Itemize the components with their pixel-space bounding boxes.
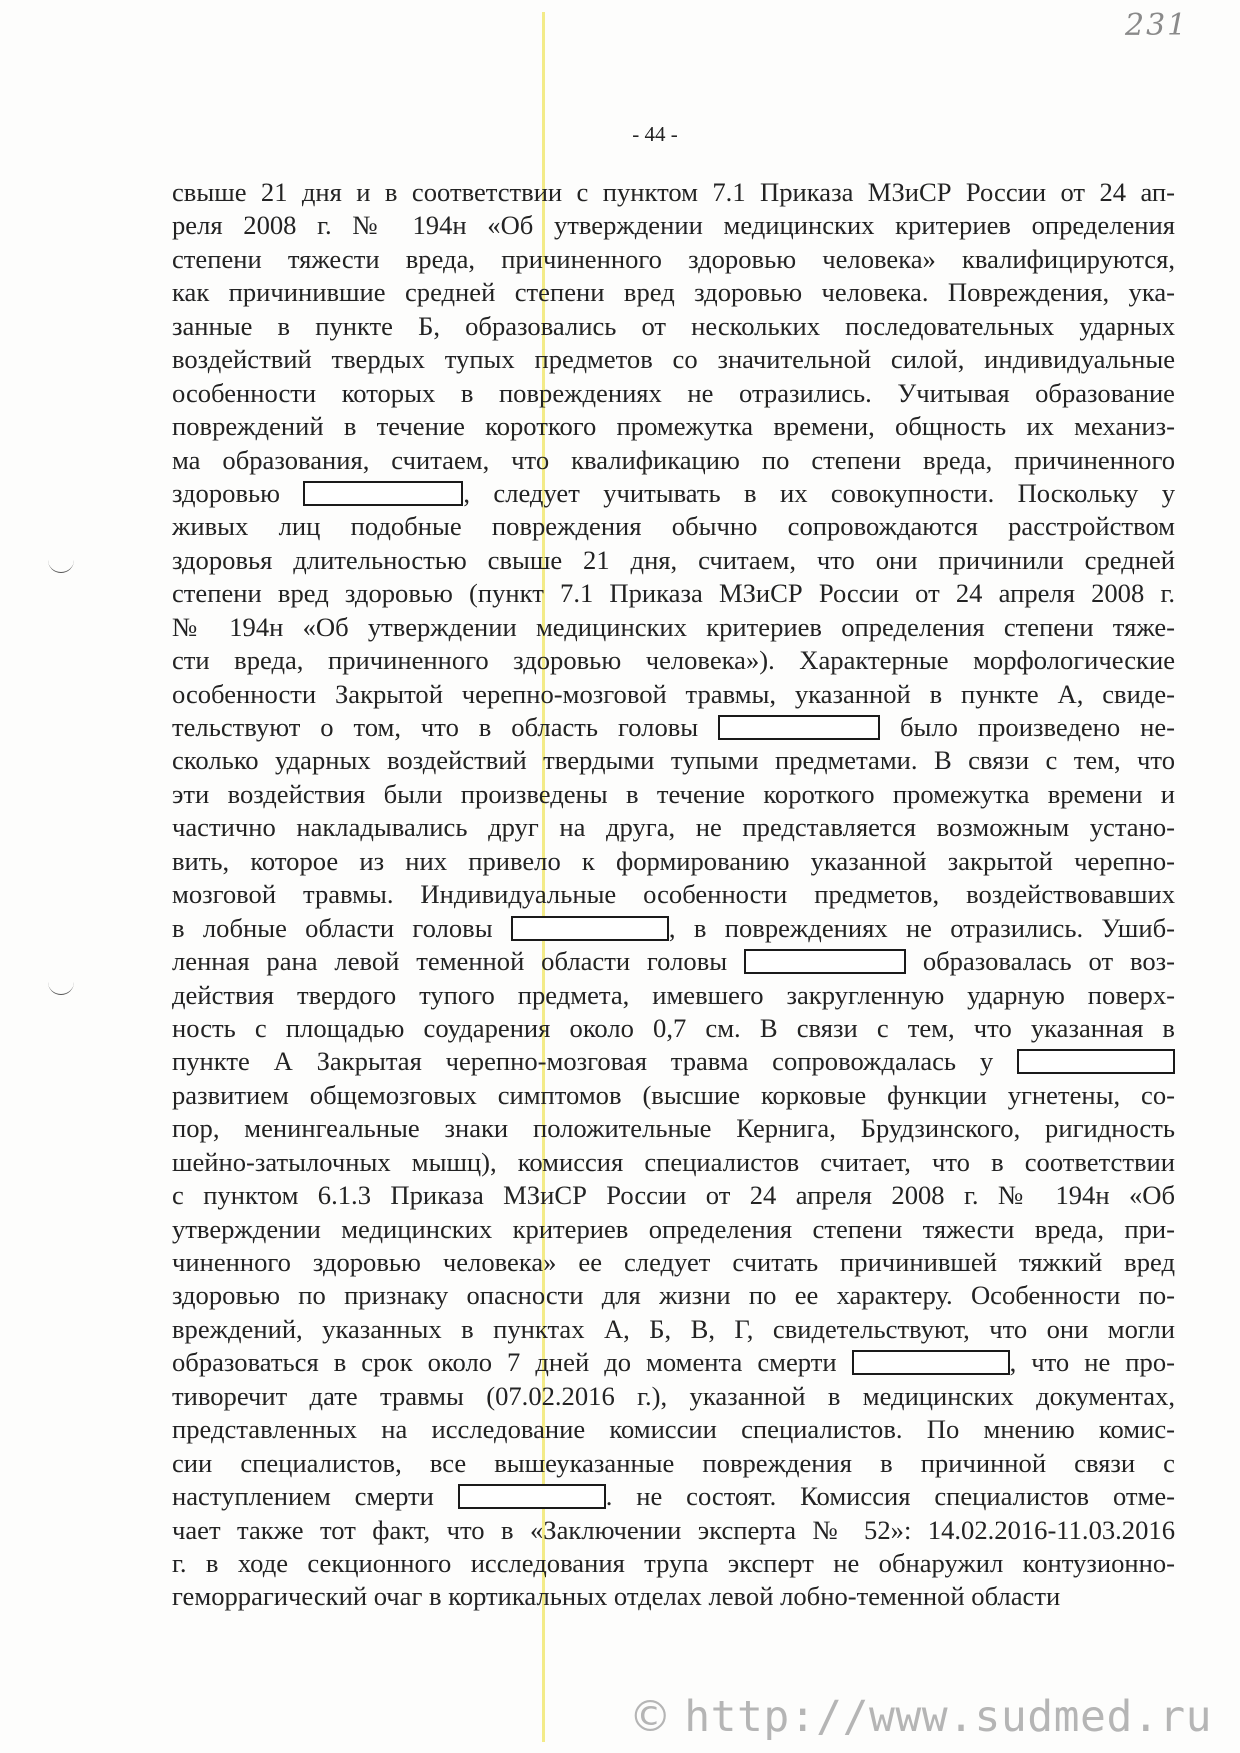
text-line bbox=[172, 1112, 1175, 1145]
text-line bbox=[172, 1045, 1175, 1078]
text-segment: мозговой травмы. Индивидуальные особенности предметов, воздействовавших bbox=[172, 879, 1175, 910]
text-segment: шейно-затылочных мышц), комиссия специалистов считает, что в соответствии bbox=[172, 1146, 1175, 1177]
text-segment: образовалась от воз- bbox=[905, 946, 1175, 977]
text-line bbox=[172, 778, 1175, 811]
text-line bbox=[172, 310, 1175, 343]
text-line bbox=[172, 577, 1175, 610]
text-line bbox=[172, 644, 1175, 677]
text-line bbox=[172, 544, 1175, 577]
text-line bbox=[172, 912, 1175, 945]
text-segment: ма образования, считаем, что квалификацию по степени вреда, причиненного bbox=[172, 444, 1175, 475]
binding-mark bbox=[48, 982, 74, 995]
text-line bbox=[172, 979, 1175, 1012]
text-line bbox=[172, 1447, 1175, 1480]
redacted-name-box bbox=[744, 949, 906, 974]
text-segment: ленная рана левой теменной области головы bbox=[172, 946, 744, 977]
text-segment: здоровью по признаку опасности для жизни по ее характеру. Особенности по- bbox=[172, 1280, 1175, 1311]
handwritten-page-number: 231 bbox=[1125, 8, 1189, 43]
watermark-url: http://www.sudmed.ru bbox=[684, 1692, 1212, 1742]
page-number: - 44 - bbox=[632, 122, 678, 146]
text-segment: особенности Закрытой черепно-мозговой травмы, указанной в пункте А, свиде- bbox=[172, 678, 1175, 709]
text-line bbox=[172, 945, 1175, 978]
text-line bbox=[172, 410, 1175, 443]
document-body bbox=[172, 176, 1175, 1614]
text-segment: реля 2008 г. № 194н «Об утверждении медицинских критериев определения bbox=[172, 210, 1175, 241]
text-segment: эти воздействия были произведены в течение короткого промежутка времени и bbox=[172, 778, 1175, 809]
text-line bbox=[172, 243, 1175, 276]
text-segment: здоровья длительностью свыше 21 дня, считаем, что они причинили средней bbox=[172, 544, 1175, 575]
redacted-name-box bbox=[458, 1484, 606, 1509]
copyright-sign: © bbox=[628, 1692, 673, 1742]
text-segment: пор, менингеальные знаки положительные Кернига, Брудзинского, ригидность bbox=[172, 1113, 1175, 1144]
text-segment: в лобные области головы bbox=[172, 912, 511, 943]
text-line bbox=[172, 744, 1175, 777]
text-line bbox=[172, 878, 1175, 911]
text-segment: частично накладывались друг на друга, не представляется возможным устано- bbox=[172, 812, 1175, 843]
text-segment: повреждений в течение короткого промежутка времени, общность их механиз- bbox=[172, 411, 1175, 442]
text-line bbox=[172, 209, 1175, 242]
text-line bbox=[172, 1313, 1175, 1346]
binding-mark bbox=[48, 560, 74, 573]
text-segment: степени тяжести вреда, причиненного здоровью человека» квалифицируются, bbox=[172, 243, 1175, 274]
text-segment: геморрагический очаг в кортикальных отделах левой лобно-теменной области bbox=[172, 1581, 1061, 1612]
text-line bbox=[172, 811, 1175, 844]
text-segment: ность с площадью соударения около 0,7 см. В связи с тем, что указанная в bbox=[172, 1012, 1175, 1043]
redacted-name-box bbox=[303, 481, 463, 506]
text-segment: с пунктом 6.1.3 Приказа МЗиСР России от 24 апреля 2008 г. № 194н «Об bbox=[172, 1180, 1175, 1211]
text-line bbox=[172, 1012, 1175, 1045]
text-segment: степени вред здоровью (пункт 7.1 Приказа МЗиСР России от 24 апреля 2008 г. bbox=[172, 578, 1175, 609]
text-segment: , что не про- bbox=[1009, 1347, 1175, 1378]
text-line bbox=[172, 1346, 1175, 1379]
text-line bbox=[172, 845, 1175, 878]
text-segment: сти вреда, причиненного здоровью человека»). Характерные морфологические bbox=[172, 645, 1175, 676]
text-line bbox=[172, 377, 1175, 410]
text-segment: г. в ходе секционного исследования трупа эксперт не обнаружил контузионно- bbox=[172, 1547, 1175, 1578]
text-segment: особенности которых в повреждениях не отразились. Учитывая образование bbox=[172, 377, 1175, 408]
redacted-name-box bbox=[718, 715, 880, 740]
text-segment: вить, которое из них привело к формированию указанной закрытой черепно- bbox=[172, 845, 1175, 876]
text-line bbox=[172, 343, 1175, 376]
text-segment: сколько ударных воздействий твердыми тупыми предметами. В связи с тем, что bbox=[172, 745, 1175, 776]
text-line bbox=[172, 711, 1175, 744]
text-segment: образоваться в срок около 7 дней до момента смерти bbox=[172, 1347, 852, 1378]
text-line bbox=[172, 176, 1175, 209]
text-segment: , в повреждениях не отразились. Ушиб- bbox=[668, 912, 1175, 943]
text-segment: здоровью bbox=[172, 477, 304, 508]
text-segment: представленных на исследование комиссии специалистов. По мнению комис- bbox=[172, 1414, 1175, 1445]
text-line bbox=[172, 1079, 1175, 1112]
text-segment: вреждений, указанных в пунктах А, Б, В, Г, свидетельствуют, что они могли bbox=[172, 1313, 1175, 1344]
text-segment: сии специалистов, все вышеуказанные повреждения в причинной связи с bbox=[172, 1447, 1175, 1478]
text-line bbox=[172, 1380, 1175, 1413]
text-line bbox=[172, 1246, 1175, 1279]
text-line bbox=[172, 1179, 1175, 1212]
text-line bbox=[172, 1146, 1175, 1179]
text-segment: было произведено не- bbox=[880, 712, 1175, 742]
text-segment: наступлением смерти bbox=[172, 1481, 458, 1512]
text-line bbox=[172, 477, 1175, 510]
text-segment: воздействий твердых тупых предметов со значительной силой, индивидуальные bbox=[172, 344, 1175, 375]
text-segment: чиненного здоровью человека» ее следует считать причинившей тяжкий вред bbox=[172, 1247, 1175, 1277]
text-segment: . не состоят. Комиссия специалистов отме- bbox=[605, 1481, 1175, 1512]
text-line bbox=[172, 1279, 1175, 1312]
text-segment: свыше 21 дня и в соответствии с пунктом 7.1 Приказа МЗиСР России от 24 ап- bbox=[172, 177, 1175, 207]
text-line bbox=[172, 1413, 1175, 1446]
text-line bbox=[172, 678, 1175, 711]
text-segment: живых лиц подобные повреждения обычно сопровождаются расстройством bbox=[172, 511, 1175, 542]
text-segment: , следует учитывать в их совокупности. Поскольку у bbox=[463, 477, 1175, 508]
text-line bbox=[172, 510, 1175, 543]
text-segment: действия твердого тупого предмета, имевшего закругленную ударную поверх- bbox=[172, 979, 1175, 1010]
text-line bbox=[172, 1547, 1175, 1580]
text-segment: тельствуют о том, что в область головы bbox=[172, 712, 719, 742]
text-line bbox=[172, 444, 1175, 477]
text-line bbox=[172, 276, 1175, 309]
redacted-name-box bbox=[852, 1350, 1010, 1375]
text-segment: чает также тот факт, что в «Заключении эксперта № 52»: 14.02.2016-11.03.2016 bbox=[172, 1514, 1175, 1545]
watermark bbox=[629, 1692, 1212, 1742]
redacted-name-box bbox=[511, 916, 669, 941]
text-segment: как причинившие средней степени вред здоровью человека. Повреждения, ука- bbox=[172, 277, 1175, 308]
redacted-name-box bbox=[1017, 1049, 1175, 1074]
text-line bbox=[172, 1580, 1175, 1613]
text-segment: тиворечит дате травмы (07.02.2016 г.), указанной в медицинских документах, bbox=[172, 1380, 1175, 1411]
text-line bbox=[172, 611, 1175, 644]
text-line bbox=[172, 1514, 1175, 1547]
text-line bbox=[172, 1480, 1175, 1513]
text-line bbox=[172, 1213, 1175, 1246]
text-segment: пункте А Закрытая черепно-мозговая травма сопровождалась у bbox=[172, 1046, 1017, 1077]
text-segment: занные в пункте Б, образовались от нескольких последовательных ударных bbox=[172, 310, 1175, 341]
text-segment: утверждении медицинских критериев определения степени тяжести вреда, при- bbox=[172, 1213, 1175, 1244]
text-segment: № 194н «Об утверждении медицинских критериев определения степени тяже- bbox=[172, 611, 1175, 642]
text-segment: развитием общемозговых симптомов (высшие корковые функции угнетены, со- bbox=[172, 1079, 1175, 1110]
